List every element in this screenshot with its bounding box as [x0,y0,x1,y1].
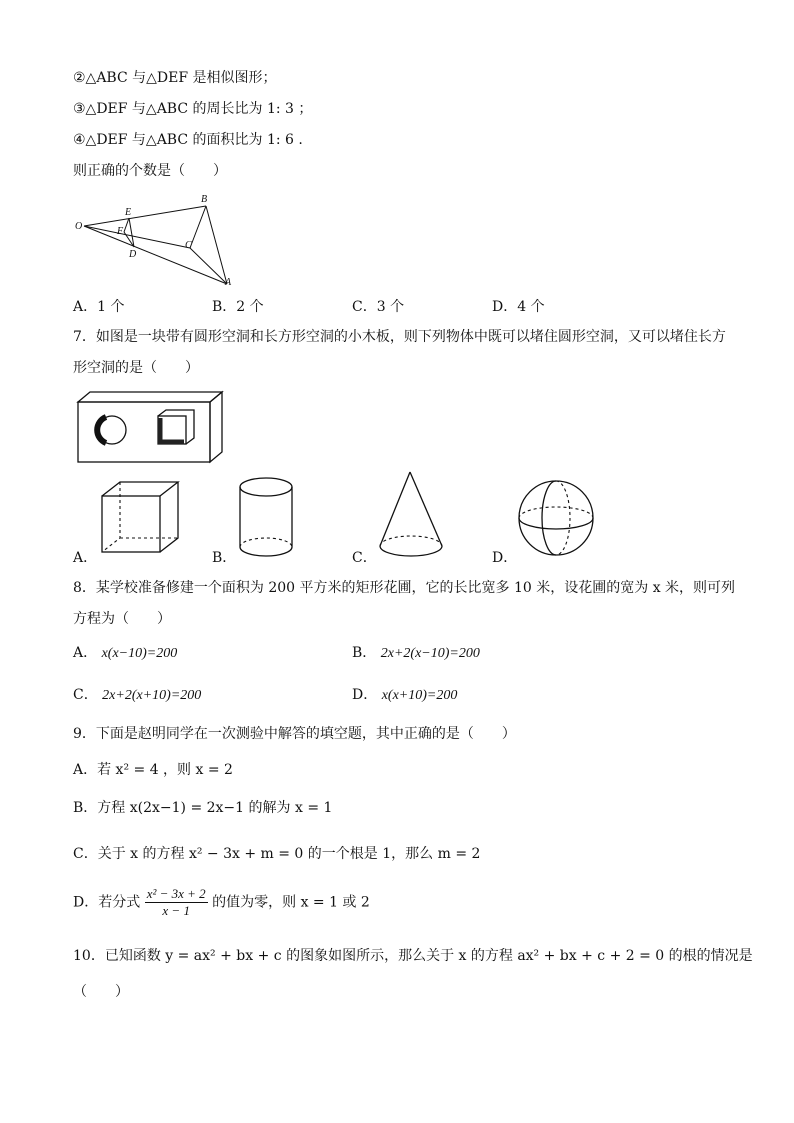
label-D: D [129,249,137,260]
q8-option-c-label: C． [73,687,98,703]
q7-option-c[interactable]: C． [352,550,377,566]
q6-statement-2: ②△ABC 与△DEF 是相似图形； [73,70,277,86]
q10-stem-line-2: （ ） [73,984,129,1000]
q8-stem-line-1: 8．某学校准备修建一个面积为 200 平方米的矩形花圃，它的长比宽多 10 米，设花圃的宽为 x 米，则可列 [73,580,736,596]
label-O: O [75,221,83,232]
q9-option-d-fraction [145,886,208,919]
cylinder-icon [238,475,296,560]
fraction-numerator: x² − 3x + 2 [146,886,206,901]
q6-statement-4: ④△DEF 与△ABC 的面积比为 1: 6 . [73,132,303,148]
q9-option-d-prefix: D．若分式 [73,894,141,911]
q7-option-d[interactable]: D． [492,550,518,566]
q8-option-d[interactable] [352,685,457,706]
q9-option-c[interactable]: C．关于 x 的方程 x² − 3x + m = 0 的一个根是 1，那么 m = 2 [73,846,481,862]
label-A: A [225,277,232,288]
q8-stem-line-2: 方程为（ ） [73,611,171,627]
q6-prompt: 则正确的个数是（ ） [73,163,227,179]
q7-option-a[interactable]: A． [73,550,98,566]
q8-option-c[interactable] [73,685,201,706]
label-F: F [117,226,124,237]
q9-option-a[interactable]: A．若 x² = 4 ，则 x = 2 [73,762,233,778]
q9-option-d[interactable] [73,886,370,919]
q7-option-b[interactable]: B． [212,550,237,566]
label-B: B [201,194,208,205]
sphere-icon [516,478,596,558]
q10-stem-line-1: 10．已知函数 y = ax² + bx + c 的图象如图所示，那么关于 x 的方程 ax² + bx + c + 2 = 0 的根的情况是 [73,948,753,964]
q6-statement-3: ③△DEF 与△ABC 的周长比为 1: 3 ； [73,101,313,117]
cube-icon [100,480,180,555]
q7-stem-line-1: 7．如图是一块带有圆形空洞和长方形空洞的小木板，则下列物体中既可以堵住圆形空洞，又可以堵住长方 [73,329,726,345]
q9-option-d-suffix: 的值为零，则 x = 1 或 2 [212,894,370,911]
cone-icon [376,470,446,560]
q7-stem-line-2: 形空洞的是（ ） [73,360,199,376]
q8-option-d-label: D． [352,687,378,703]
q9-option-b[interactable]: B．方程 x(2x−1) = 2x−1 的解为 x = 1 [73,800,333,816]
q6-option-b[interactable]: B．2 个 [212,299,264,315]
q8-option-d-equation: x(x+10)=200 [381,688,458,703]
q8-option-b-label: B． [352,645,377,661]
fraction-denominator: x − 1 [162,903,190,918]
q8-option-c-equation: 2x+2(x+10)=200 [102,688,202,703]
q8-option-a[interactable] [73,643,177,664]
q6-similar-triangles-figure [72,190,242,290]
q8-option-a-equation: x(x−10)=200 [101,646,178,661]
q9-stem: 9．下面是赵明同学在一次测验中解答的填空题，其中正确的是（ ） [73,726,516,742]
q6-option-d[interactable]: D．4 个 [492,299,545,315]
label-E: E [125,207,132,218]
q6-option-c[interactable]: C．3 个 [352,299,405,315]
wooden-board-figure [76,390,226,465]
q8-option-a-label: A． [73,645,98,661]
q8-option-b[interactable] [352,643,480,664]
q6-option-a[interactable]: A．1 个 [73,299,125,315]
label-C: C [185,240,192,251]
q8-option-b-equation: 2x+2(x−10)=200 [380,646,480,661]
